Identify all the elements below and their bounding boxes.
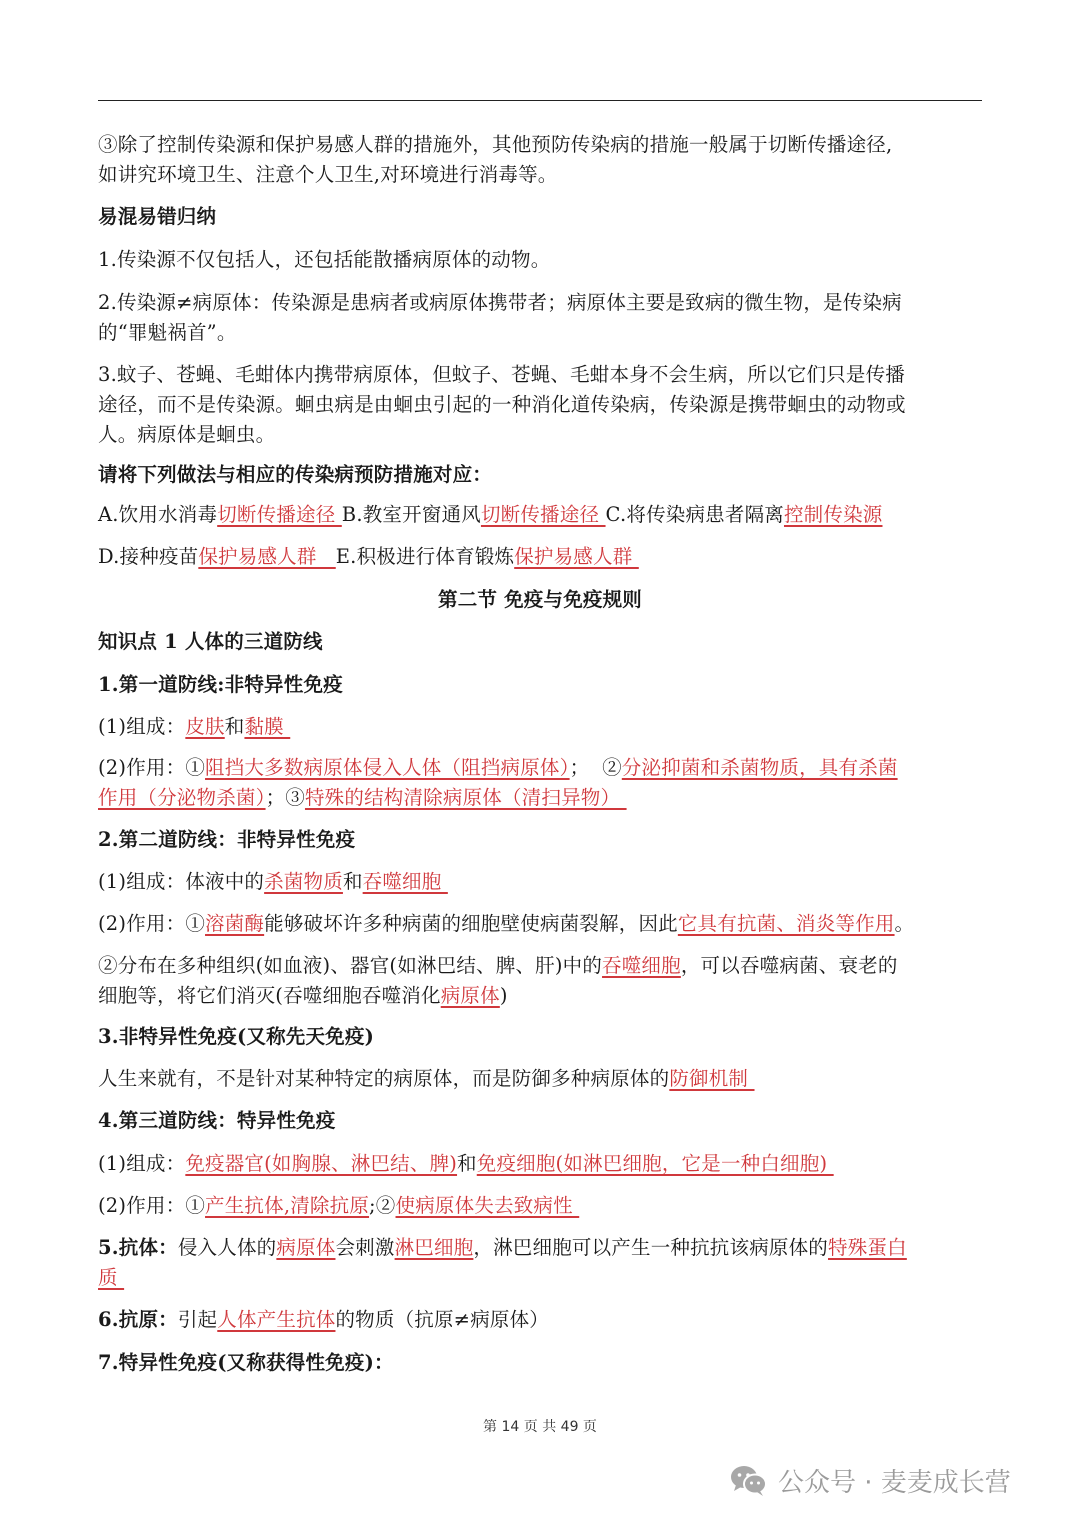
text: ;② — [369, 1194, 396, 1217]
paragraph-line: 如讲究环境卫生、注意个人卫生,对环境进行消毒等。 — [98, 163, 558, 186]
answer: 吞噬细胞 — [602, 954, 681, 977]
list-item: 3.蚊子、苍蝇、毛蚶体内携带病原体，但蚊子、苍蝇、毛蚶本身不会生病，所以它们只是传播 — [98, 363, 906, 386]
text: 会刺激 — [335, 1236, 395, 1259]
text: 的物质（抗原≠病原体） — [335, 1308, 550, 1331]
text: 引起 — [177, 1308, 218, 1331]
label: (1)组成：体液中的 — [98, 870, 265, 893]
answer: 使病原体失去致病性 — [395, 1194, 580, 1217]
list-item: 2.传染源≠病原体：传染源是患病者或病原体携带者；病原体主要是致病的微生物，是传染病 — [98, 291, 902, 314]
label: (2)作用：① — [98, 1194, 206, 1217]
heading-mix-up: 易混易错归纳 — [98, 205, 217, 228]
answer: 它具有抗菌、消炎等作用 — [677, 912, 895, 935]
text: 细胞等，将它们消灭(吞噬细胞吞噬消化 — [98, 984, 441, 1007]
wechat-icon — [730, 1465, 768, 1497]
list-item: 途径，而不是传染源。蛔虫病是由蛔虫引起的一种消化道传染病，传染源是携带蛔虫的动物或 — [98, 393, 906, 416]
text: ) — [499, 984, 508, 1007]
answer: 作用（分泌物杀菌） — [98, 786, 266, 809]
label: 6.抗原： — [98, 1308, 178, 1331]
list-item: 人。病原体是蛔虫。 — [98, 423, 276, 446]
second-line-phagocyte — [98, 951, 982, 981]
list-item: 1.传染源不仅包括人，还包括能散播病原体的动物。 — [98, 248, 551, 271]
match-c-label: C.将传染病患者隔离 — [605, 503, 784, 526]
antibody-definition — [98, 1233, 982, 1263]
text: ，淋巴细胞可以产生一种抗抗该病原体的 — [473, 1236, 829, 1259]
header-rule — [98, 100, 982, 101]
watermark-text: 公众号 · 麦麦成长营 — [778, 1468, 1011, 1498]
label: (1)组成： — [98, 1152, 186, 1175]
text: ，可以吞噬病菌、衰老的 — [680, 954, 898, 977]
second-line-function — [98, 909, 982, 939]
answer: 皮肤 — [185, 715, 225, 738]
first-line-heading: 1.第一道防线:非特异性免疫 — [98, 673, 343, 696]
knowledge-point-heading: 知识点 1 人体的三道防线 — [98, 630, 323, 653]
label: (2)作用：① — [98, 912, 206, 935]
answer: 溶菌酶 — [205, 912, 265, 935]
first-line-function — [98, 753, 982, 783]
section-title: 第二节 免疫与免疫规则 — [438, 588, 642, 611]
answer: 黏膜 — [244, 715, 291, 738]
answer: 免疫细胞(如淋巴细胞，它是一种白细胞) — [476, 1152, 834, 1175]
text: ；③ — [265, 786, 305, 809]
answer: 产生抗体,清除抗原 — [205, 1194, 370, 1217]
answer: 病原体 — [276, 1236, 336, 1259]
match-b-label: B.教室开窗通风 — [341, 503, 481, 526]
watermark — [730, 1462, 1011, 1499]
text: 和 — [224, 715, 245, 738]
label: (2)作用：① — [98, 756, 206, 779]
third-line-heading: 4.第三道防线：特异性免疫 — [98, 1109, 336, 1132]
answer: 人体产生抗体 — [217, 1308, 336, 1331]
first-line-composition — [98, 712, 982, 742]
second-line-composition — [98, 867, 982, 897]
match-heading: 请将下列做法与相应的传染病预防措施对应： — [98, 463, 493, 486]
third-line-function — [98, 1191, 982, 1221]
list-item: 的“罪魁祸首”。 — [98, 321, 237, 344]
match-d-answer: 保护易感人群 — [198, 545, 336, 568]
acquired-immunity-heading: 7.特异性免疫(又称获得性免疫)： — [98, 1351, 394, 1374]
page-number: 第 14 页 共 49 页 — [483, 1419, 597, 1435]
answer: 病原体 — [440, 984, 500, 1007]
answer: 杀菌物质 — [264, 870, 343, 893]
first-line-function-cont — [98, 783, 982, 813]
answer: 质 — [98, 1266, 125, 1289]
match-b-answer: 切断传播途径 — [480, 503, 606, 526]
answer: 分泌抑菌和杀菌物质，具有杀菌 — [621, 756, 898, 779]
answer: 淋巴细胞 — [394, 1236, 474, 1259]
match-d-label: D.接种疫苗 — [98, 545, 199, 568]
text: 和 — [457, 1152, 477, 1175]
antibody-definition-cont — [98, 1263, 982, 1293]
text: ； ② — [569, 756, 622, 779]
text: ②分布在多种组织(如血液)、器官(如淋巴结、脾、肝)中的 — [98, 954, 603, 977]
text: 侵入人体的 — [177, 1236, 277, 1259]
answer: 吞噬细胞 — [362, 870, 448, 893]
antigen-definition — [98, 1305, 982, 1335]
match-line-2 — [98, 542, 982, 572]
paragraph-line: ③除了控制传染源和保护易感人群的措施外，其他预防传染病的措施一般属于切断传播途径, — [98, 133, 893, 156]
answer: 特殊蛋白 — [828, 1236, 907, 1259]
answer: 免疫器官(如胸腺、淋巴结、脾) — [185, 1152, 458, 1175]
answer: 特殊的结构清除病原体（清扫异物） — [304, 786, 627, 809]
label: 5.抗体： — [98, 1236, 178, 1259]
label: (1)组成： — [98, 715, 186, 738]
innate-immunity-heading: 3.非特异性免疫(又称先天免疫) — [98, 1025, 375, 1048]
match-a-answer: 切断传播途径 — [217, 503, 342, 526]
answer: 防御机制 — [669, 1067, 755, 1090]
match-c-answer: 控制传染源 — [783, 503, 883, 526]
answer: 阻挡大多数病原体侵入人体（阻挡病原体） — [205, 756, 570, 779]
innate-immunity-text — [98, 1064, 982, 1094]
match-e-answer: 保护易感人群 — [514, 545, 639, 568]
text: 和 — [342, 870, 363, 893]
match-a-label: A.饮用水消毒 — [98, 503, 218, 526]
third-line-composition — [98, 1149, 982, 1179]
text: 能够破坏许多种病菌的细胞壁使病菌裂解，因此 — [264, 912, 678, 935]
second-line-heading: 2.第二道防线：非特异性免疫 — [98, 828, 356, 851]
text: 人生来就有，不是针对某种特定的病原体，而是防御多种病原体的 — [98, 1067, 670, 1090]
match-e-label: E.积极进行体育锻炼 — [335, 545, 515, 568]
text: 。 — [894, 912, 915, 935]
second-line-phagocyte-cont — [98, 981, 982, 1011]
match-line-1 — [98, 500, 982, 530]
